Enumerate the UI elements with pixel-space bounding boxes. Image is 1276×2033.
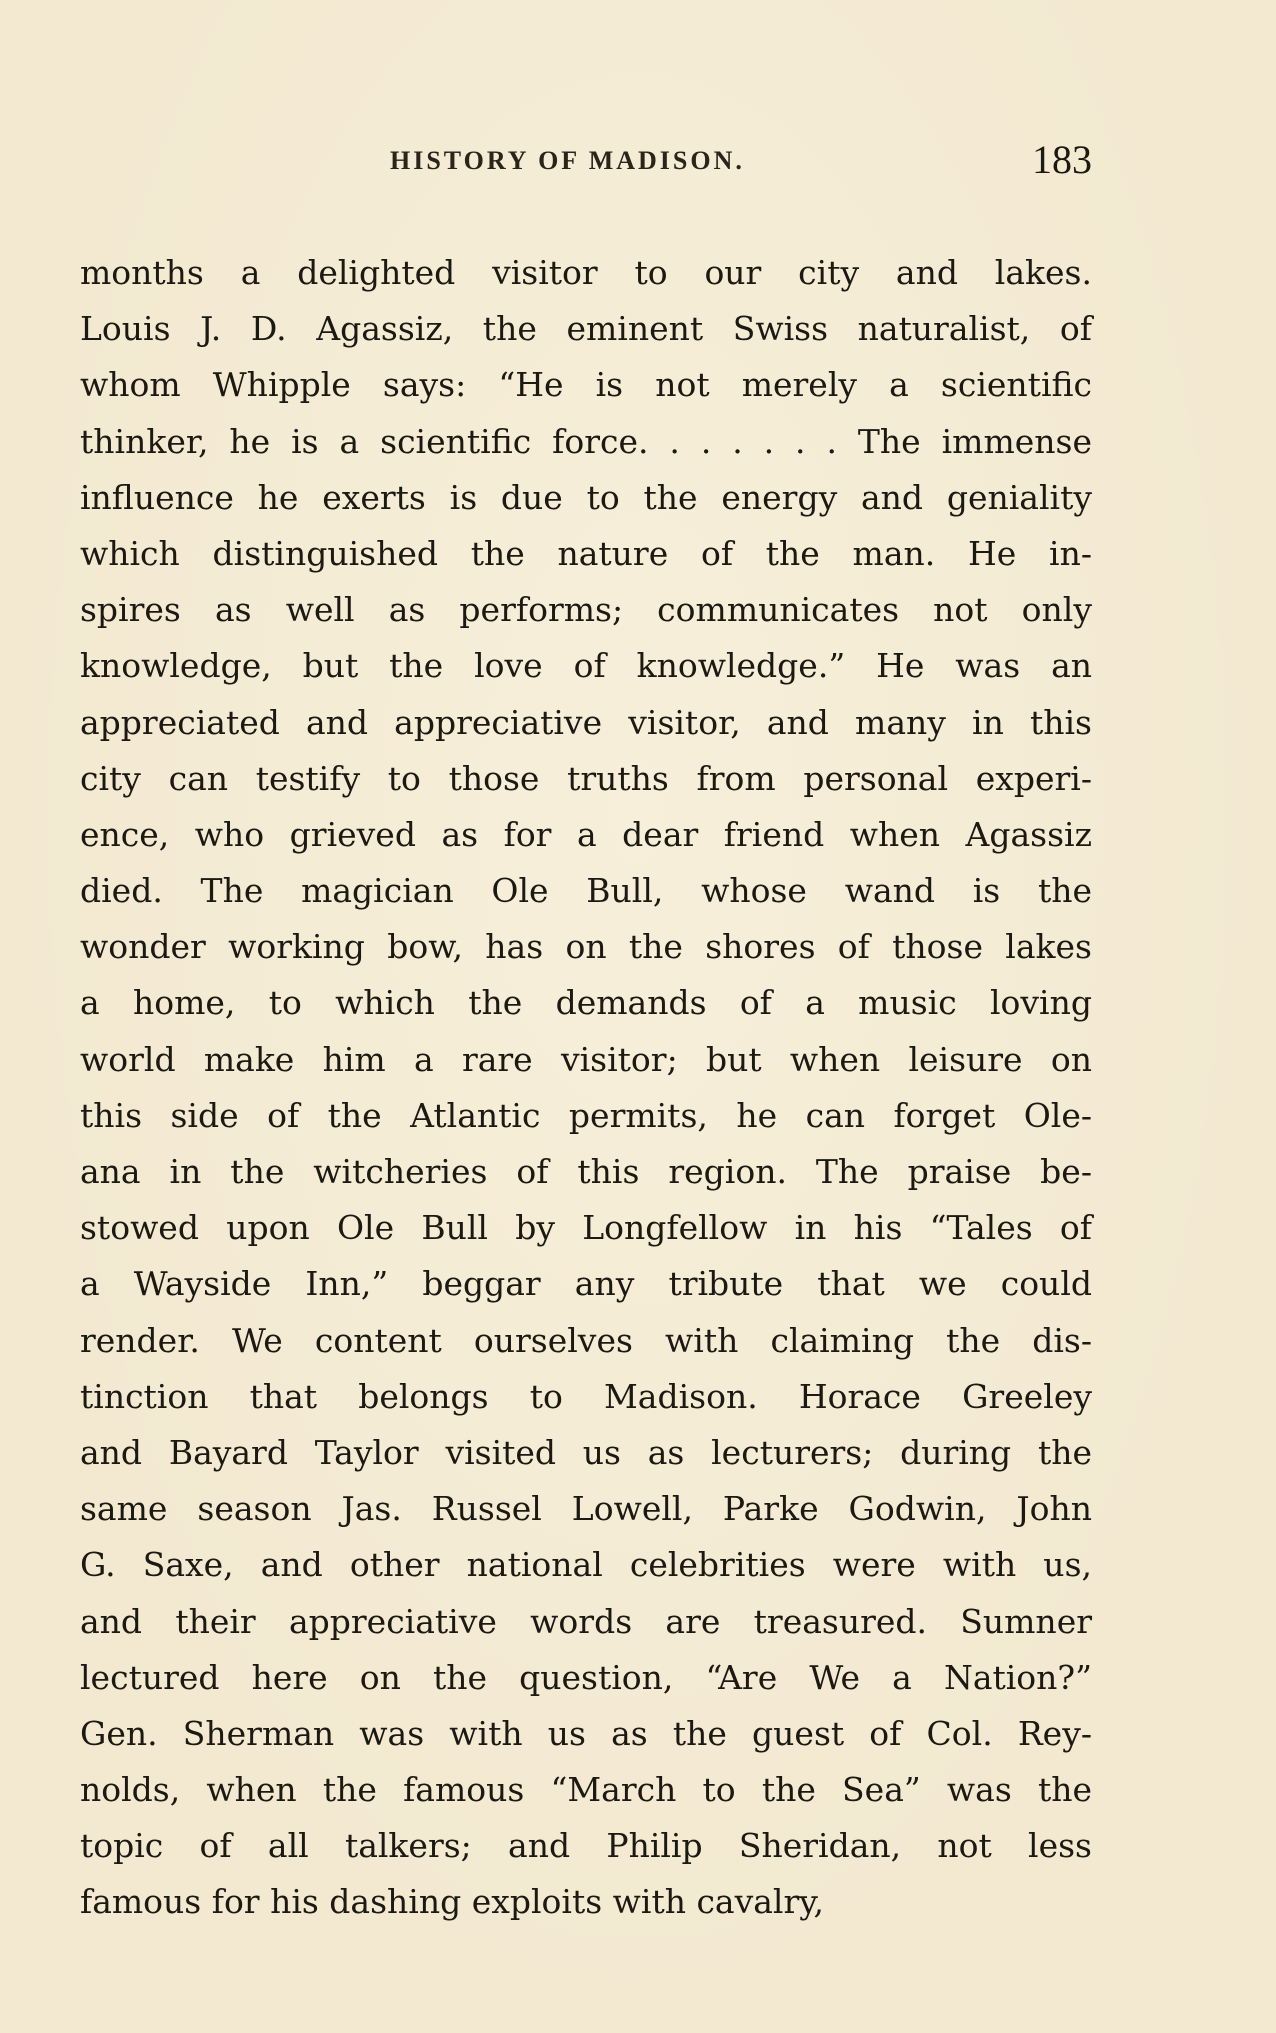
text-line: lectured here on the question, “Are We a Nation?” [80,1657,1092,1697]
text-line: and their appreciative words are treasured. Sumner [80,1601,1092,1641]
text-line: and Bayard Taylor visited us as lecturers; during the [80,1432,1092,1472]
text-line: this side of the Atlantic permits, he can forget Ole- [80,1095,1092,1135]
running-head: HISTORY OF MADISON. [390,146,745,175]
text-line: render. We content ourselves with claiming the dis- [80,1320,1092,1360]
page-number: 183 [1032,137,1092,182]
text-line: appreciated and appreciative visitor, and many in this [80,702,1092,742]
text-line: G. Saxe, and other national celebrities were with us, [80,1545,1092,1585]
text-line: died. The magician Ole Bull, whose wand is the [80,871,1092,911]
page-header [80,136,1092,184]
text-line: whom Whipple says: “He is not merely a scientific [80,365,1092,405]
text-line: knowledge, but the love of knowledge.” He was an [80,646,1092,686]
text-line: nolds, when the famous “March to the Sea” was the [80,1770,1092,1810]
text-line: topic of all talkers; and Philip Sheridan, not less [80,1826,1092,1866]
text-line: a Wayside Inn,” beggar any tribute that we could [80,1264,1092,1304]
text-line: months a delighted visitor to our city and lakes. [80,253,1092,292]
text-line: Gen. Sherman was with us as the guest of Col. Rey- [80,1713,1092,1753]
text-line: thinker, he is a scientific force. . . . . . . The immense [80,421,1092,461]
text-line: famous for his dashing exploits with cavalry, [80,1882,824,1922]
text-line: world make him a rare visitor; but when leisure on [80,1039,1092,1079]
text-line: ence, who grieved as for a dear friend when Agassiz [80,814,1092,854]
text-line: a home, to which the demands of a music loving [80,983,1092,1023]
text-line: influence he exerts is due to the energy and geniality [80,477,1092,517]
text-line: stowed upon Ole Bull by Longfellow in his “Tales of [80,1208,1092,1248]
body-text [80,245,1092,1931]
text-line: city can testify to those truths from personal experi- [80,758,1092,798]
text-line: tinction that belongs to Madison. Horace Greeley [80,1376,1092,1416]
text-line: which distinguished the nature of the man. He in- [80,533,1092,573]
text-line: same season Jas. Russel Lowell, Parke Godwin, John [80,1489,1092,1529]
text-line: wonder working bow, has on the shores of those lakes [80,927,1092,967]
text-line: spires as well as performs; communicates not only [80,590,1092,630]
text-line: Louis J. D. Agassiz, the eminent Swiss naturalist, of [80,309,1092,349]
text-line: ana in the witcheries of this region. The praise be- [80,1152,1092,1191]
